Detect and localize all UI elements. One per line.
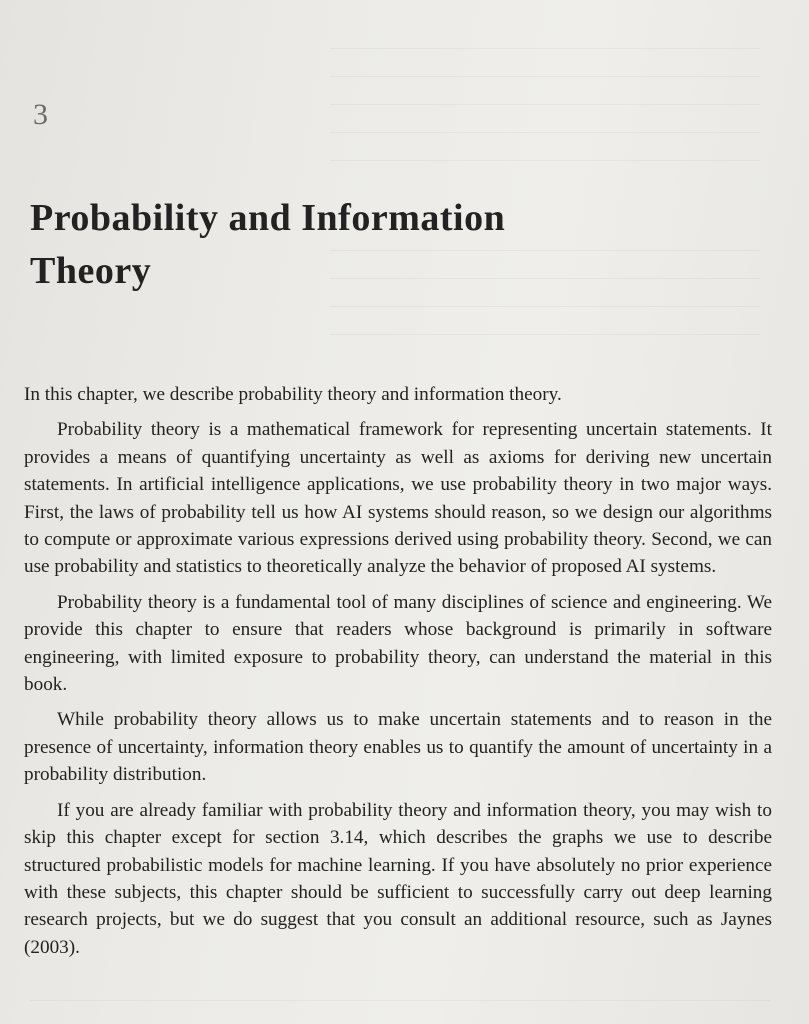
show-through-line <box>330 160 760 161</box>
chapter-title <box>30 192 730 298</box>
body-paragraph: While probability theory allows us to make uncertain statements and to reason in the presence of uncertainty, information theory enables us to quantify the amount of uncertainty in a probability distribution. <box>24 709 772 786</box>
body-paragraph: If you are already familiar with probability theory and information theory, you may wish to skip this chapter except for section 3.14, which describes the graphs we use to describe structured probabilistic models for machine learning. If you have absolutely no prior experience with these subjects, this chapter should be sufficient to successfully carry out deep learning research projects, but we do suggest that you consult an additional resource, such as Jaynes (2003). <box>24 799 772 958</box>
show-through-line <box>330 76 760 77</box>
chapter-body <box>24 381 772 969</box>
intro-paragraph: In this chapter, we describe probability theory and information theory. <box>24 384 562 405</box>
show-through-line <box>30 1000 770 1001</box>
body-paragraph: Probability theory is a mathematical framework for representing uncertain statements. It provides a means of quantifying uncertainty as well as axioms for deriving new uncertain statements. In artificial intelligence applications, we use probability theory in two major ways. First, the laws of probability tell us how AI systems should reason, so we design our algorithms to compute or approximate various expressions derived using probability theory. Second, we can use probability and statistics to theoretically analyze the behavior of proposed AI systems. <box>24 419 772 578</box>
show-through-line <box>330 132 760 133</box>
body-paragraph: Probability theory is a fundamental tool of many disciplines of science and engineering. We provide this chapter to ensure that readers whose background is primarily in software engineering, with limited exposure to probability theory, can understand the material in this book. <box>24 591 772 696</box>
chapter-title-line-1: Probability and Information <box>30 197 506 239</box>
show-through-line <box>330 306 760 307</box>
show-through-line <box>330 104 760 105</box>
show-through-line <box>330 334 760 335</box>
show-through-line <box>330 48 760 49</box>
chapter-number: 3 <box>33 98 48 131</box>
chapter-title-line-2: Theory <box>30 250 152 292</box>
